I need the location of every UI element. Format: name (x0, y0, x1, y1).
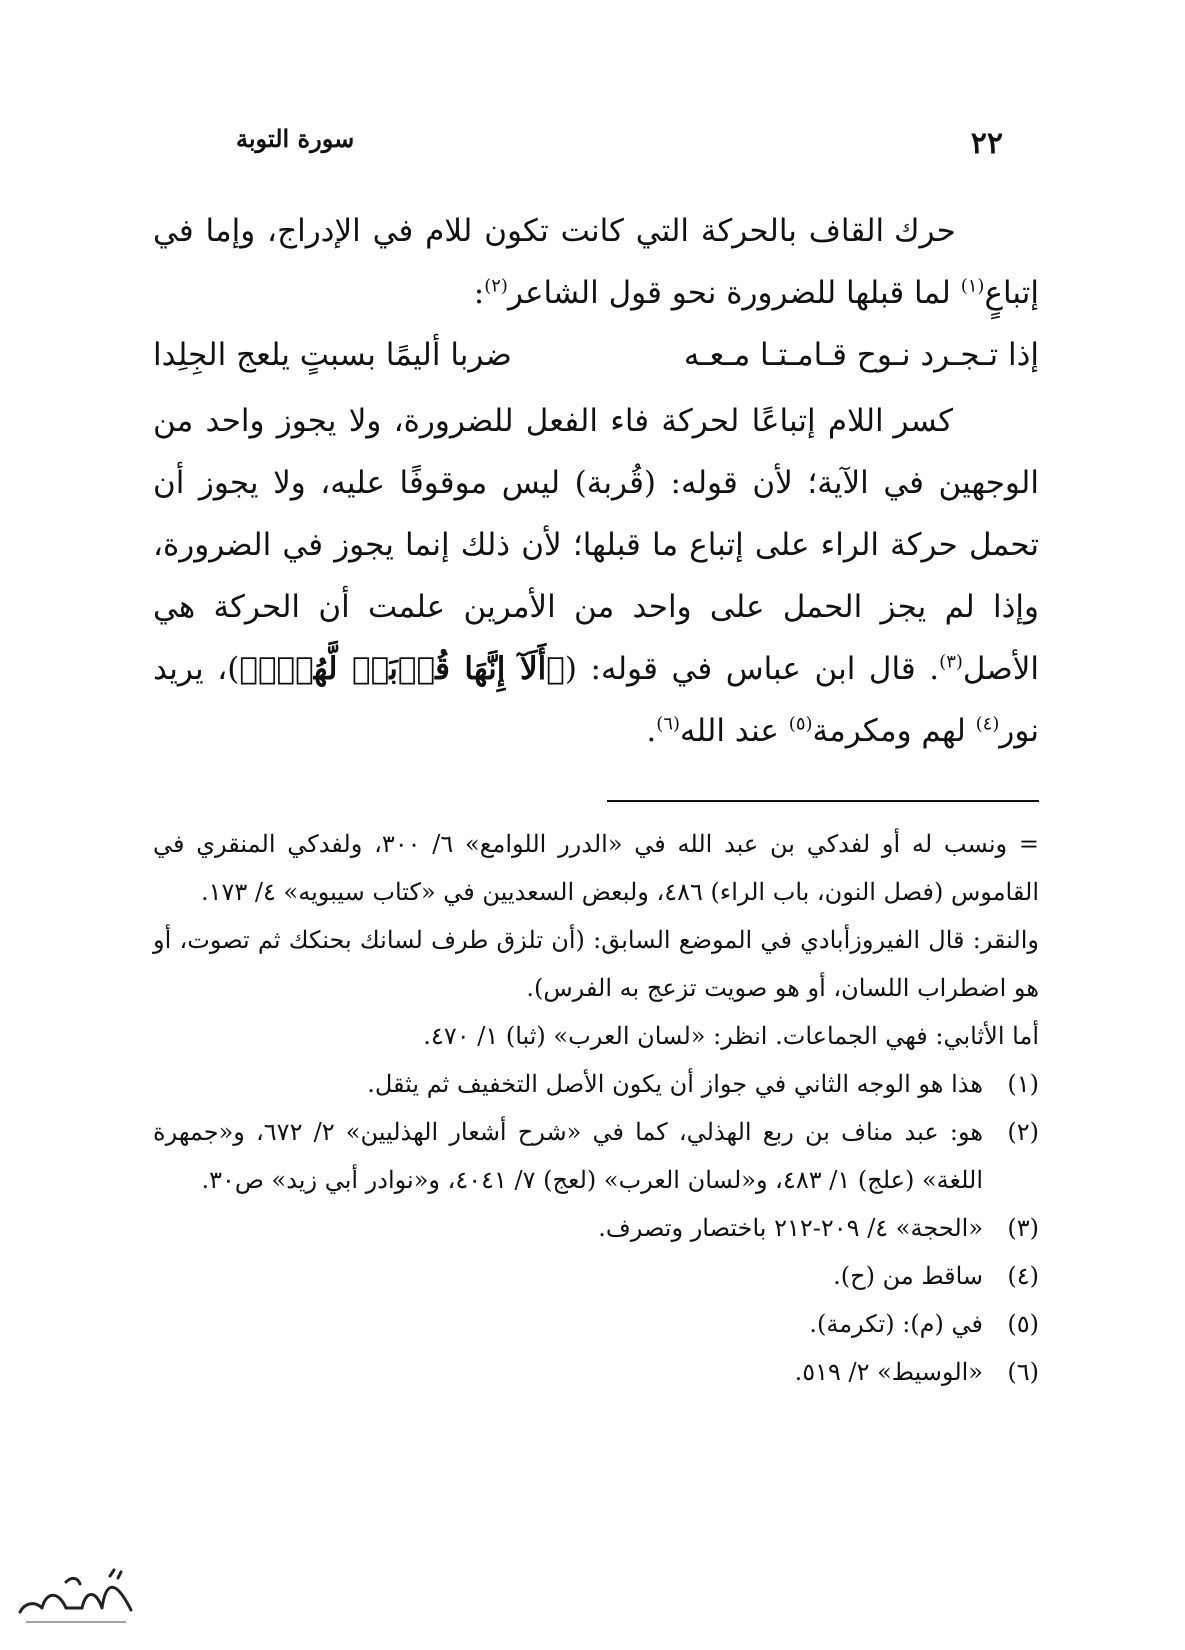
footnote-number: (٥) (1007, 1310, 1039, 1338)
footnote-6 (153, 1348, 1039, 1396)
footnote-4 (153, 1252, 1039, 1300)
footnote-number: (٣) (1007, 1214, 1039, 1242)
verse-second-hemistich: ضربا أليمًا بسبتٍ يلعج الجِلِدا (153, 337, 512, 373)
footnote-text: «الحجة» ٤/ ٢٠٩-٢١٢ باختصار وتصرف. (598, 1214, 983, 1242)
footnote-number: (١) (1007, 1070, 1039, 1098)
publisher-logo-icon (6, 1560, 146, 1630)
surah-title: سورة التوبة (236, 124, 355, 153)
main-text (153, 200, 1039, 762)
footnote-text: ساقط من (ح). (833, 1262, 983, 1290)
paragraph-2-text-b: . قال ابن عباس في قوله: ( (564, 651, 940, 687)
paragraph-1 (153, 200, 1039, 324)
paragraph-2-text: كسر اللام إتباعًا لحركة فاء الفعل للضرورة، ولا يجوز واحد من الوجهين في الآية؛ لأن قوله: (قُربة) ليس موقوفًا عليه، ولا يجوز أن تحمل حركة الراء على إتباع ما قبلها؛ لأن ذلك إنما يجوز في الضرورة، وإذا لم يجز الحمل على واحد من الأمرين علمت أن الحركة هي الأصل (153, 403, 1039, 687)
page-number: ٢٢ (970, 126, 1003, 161)
footnotes-section (153, 820, 1039, 1396)
footnote-text: «الوسيط» ٢/ ٥١٩. (794, 1358, 983, 1386)
page-header (150, 112, 1035, 172)
paragraph-2-text-d: لهم ومكرمة (812, 713, 976, 749)
footnote-2 (153, 1108, 1039, 1204)
quran-verse: ﴿أَلَآ إِنَّهَا قُرۡبَةٞ لَّهُمۡۚ﴾ (239, 651, 565, 687)
paragraph-2 (153, 390, 1039, 762)
footnote-text: في (م): (تكرمة). (809, 1310, 983, 1338)
footnote-continuation-2: والنقر: قال الفيروزأبادي في الموضع السابق: (أن تلزق طرف لسانك بحنكك ثم تصوت، أو هو اضطراب اللسان، أو هو صويت تزعج به الفرس). (153, 926, 1039, 1002)
footnote-number: (٦) (1007, 1358, 1039, 1386)
poetry-verse (153, 324, 1039, 386)
footnote-ref-1[interactable]: (١) (960, 275, 985, 297)
footnote-divider (607, 800, 1039, 802)
footnote-ref-2[interactable]: (٢) (484, 275, 508, 297)
footnote-number: (٤) (1007, 1262, 1039, 1290)
paragraph-2-end: . (646, 713, 657, 749)
paragraph-1-text-b: لما قبلها للضرورة نحو قول الشاعر (507, 275, 961, 311)
paragraph-1-end: : (473, 275, 485, 311)
verse-first-hemistich: إذا تـجـرد نـوح قـامـتـا مـعـه (683, 337, 1039, 373)
footnote-ref-6[interactable]: (٦) (656, 713, 681, 735)
footnote-continuation-3: أما الأثابي: فهي الجماعات. انظر: «لسان العرب» (ثبا) ١/ ٤٧٠. (423, 1022, 1039, 1050)
paragraph-2-text-e: عند الله (680, 713, 789, 749)
footnote-ref-4[interactable]: (٤) (975, 713, 1000, 735)
footnote-1 (153, 1060, 1039, 1108)
footnote-continuation-1: = ونسب له أو لفدكي بن عبد الله في «الدرر اللوامع» ٦/ ٣٠٠، ولفدكي المنقري في القاموس (فصل النون، باب الراء) ٤٨٦، ولبعض السعديين في «كتاب سيبويه» ٤/ ١٧٣. (153, 830, 1040, 906)
footnote-text: هو: عبد مناف بن ربع الهذلي، كما في «شرح أشعار الهذليين» ٢/ ٦٧٢، و«جمهرة اللغة» (علج) ١/ ٤٨٣، و«لسان العرب» (لعج) ٧/ ٤٠٤١، و«نوادر أبي زيد» ص٣٠. (153, 1118, 984, 1194)
footnote-ref-3[interactable]: (٣) (939, 651, 963, 673)
footnote-ref-5[interactable]: (٥) (788, 713, 813, 735)
footnote-text: هذا هو الوجه الثاني في جواز أن يكون الأصل التخفيف ثم يثقل. (367, 1070, 983, 1098)
footnote-5 (153, 1300, 1039, 1348)
footnote-number: (٢) (1007, 1118, 1039, 1146)
paragraph-1-text: حرك القاف بالحركة التي كانت تكون للام في الإدراج، وإما في إتباعٍ (153, 213, 1039, 311)
footnote-3 (153, 1204, 1039, 1252)
paragraph-2-text-c: )، يريد نور (153, 651, 1039, 749)
